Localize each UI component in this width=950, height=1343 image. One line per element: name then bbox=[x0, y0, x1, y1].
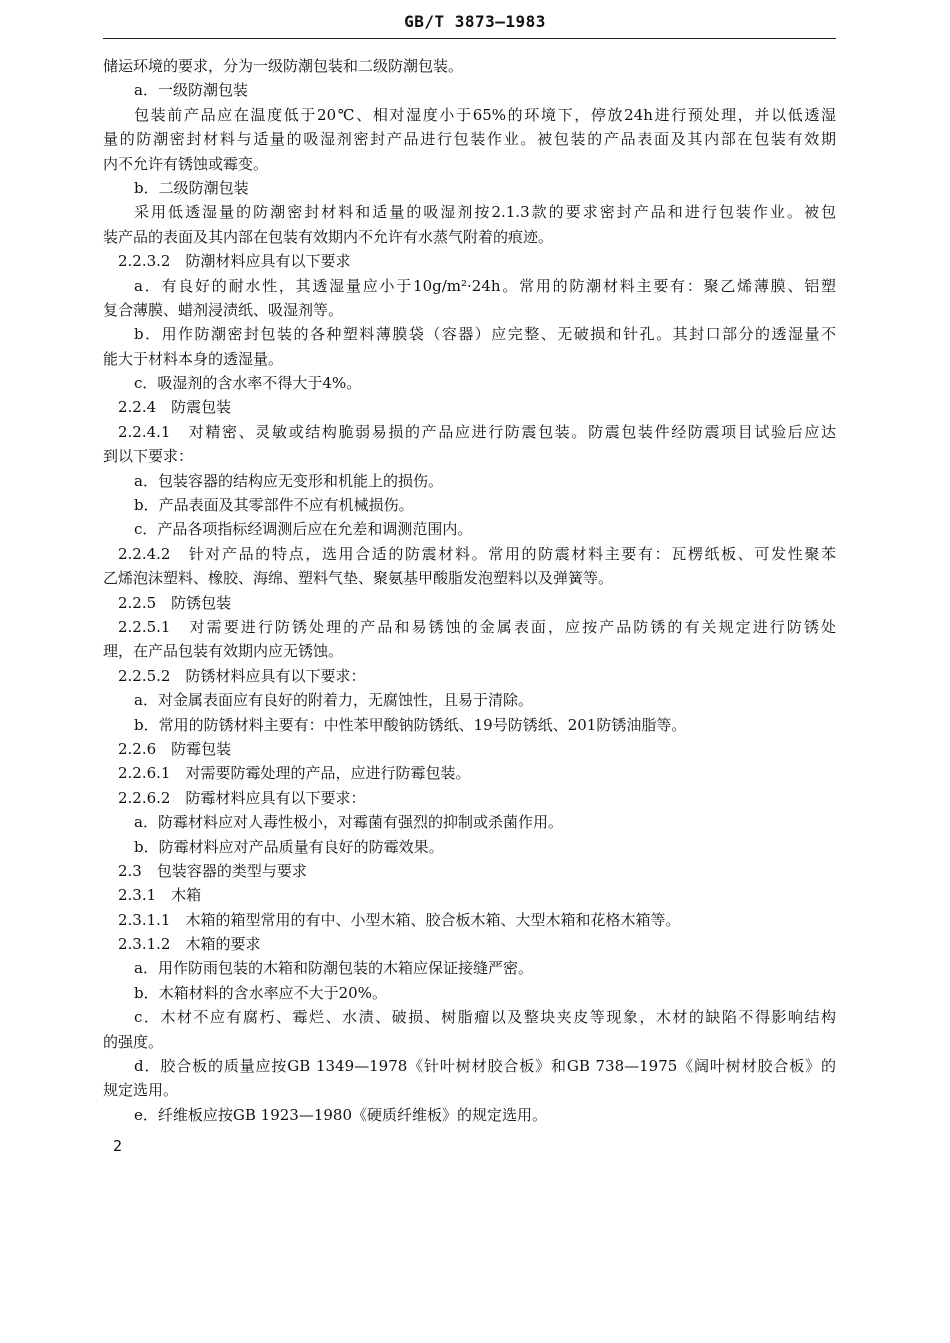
text-line: 2.3.1.2 木箱的要求 bbox=[118, 935, 261, 954]
text-line: 2.3 包装容器的类型与要求 bbox=[118, 861, 307, 880]
text-line: a．包装容器的结构应无变形和机能上的损伤。 bbox=[134, 471, 443, 490]
text-line: c．木材不应有腐朽、霉烂、水渍、破损、树脂瘤以及整块夹皮等现象，木材的缺陷不得影响结构 bbox=[134, 1008, 836, 1027]
text-line: 2.2.4.1 对精密、灵敏或结构脆弱易损的产品应进行防震包装。防震包装件经防震项目试验后应达 bbox=[118, 422, 836, 441]
text-line: a．一级防潮包装 bbox=[134, 81, 248, 100]
text-line: 2.2.5 防锈包装 bbox=[118, 593, 232, 612]
text-line: 包装前产品应在温度低于20℃、相对湿度小于65%的环境下，停放24h进行预处理，并以低透湿 bbox=[134, 105, 836, 124]
text-line: a．用作防雨包装的木箱和防潮包装的木箱应保证接缝严密。 bbox=[134, 959, 533, 978]
text-line: 理，在产品包装有效期内应无锈蚀。 bbox=[103, 642, 344, 661]
text-line: b．常用的防锈材料主要有：中性苯甲酸钠防锈纸、19号防锈纸、201防锈油脂等。 bbox=[134, 715, 687, 734]
text-line: 乙烯泡沫塑料、橡胶、海绵、塑料气垫、聚氨基甲酸脂发泡塑料以及弹簧等。 bbox=[103, 569, 614, 588]
text-line: 2.2.5.1 对需要进行防锈处理的产品和易锈蚀的金属表面，应按产品防锈的有关规定进行防锈处 bbox=[118, 617, 836, 636]
standard-header: GB/T 3873—1983 bbox=[404, 12, 546, 31]
text-line: 2.2.4.2 针对产品的特点，选用合适的防震材料。常用的防震材料主要有：瓦楞纸板、可发性聚苯 bbox=[118, 544, 836, 563]
text-line: b．木箱材料的含水率应不大于20%。 bbox=[134, 983, 387, 1002]
text-line: 2.2.3.2 防潮材料应具有以下要求 bbox=[118, 252, 351, 271]
text-line: a．防霉材料应对人毒性极小，对霉菌有强烈的抑制或杀菌作用。 bbox=[134, 813, 563, 832]
text-line: 装产品的表面及其内部在包装有效期内不允许有水蒸气附着的痕迹。 bbox=[103, 227, 554, 246]
text-line: d．胶合板的质量应按GB 1349—1978《针叶树材胶合板》和GB 738—1975《阔叶树材胶合板》的 bbox=[134, 1057, 836, 1076]
text-line: 量的防潮密封材料与适量的吸湿剂密封产品进行包装作业。被包装的产品表面及其内部在包装有效期 bbox=[103, 130, 836, 149]
text-line: 能大于材料本身的透湿量。 bbox=[103, 349, 284, 368]
text-line: b．产品表面及其零部件不应有机械损伤。 bbox=[134, 496, 414, 515]
text-line: 2.2.6.2 防霉材料应具有以下要求： bbox=[118, 788, 366, 807]
text-line: e．纤维板应按GB 1923—1980《硬质纤维板》的规定选用。 bbox=[134, 1105, 548, 1124]
text-line: 2.2.5.2 防锈材料应具有以下要求： bbox=[118, 666, 366, 685]
text-line: c．吸湿剂的含水率不得大于4%。 bbox=[134, 374, 362, 393]
text-line: 采用低透湿量的防潮密封材料和适量的吸湿剂按2.1.3款的要求密封产品和进行包装作业。被包 bbox=[134, 203, 836, 222]
document-body bbox=[103, 54, 836, 1127]
text-line: 储运环境的要求，分为一级防潮包装和二级防潮包装。 bbox=[103, 57, 464, 75]
text-line: 规定选用。 bbox=[103, 1081, 179, 1100]
text-line: b．二级防潮包装 bbox=[134, 178, 249, 197]
page-number: 2 bbox=[113, 1137, 123, 1155]
text-line: 到以下要求： bbox=[103, 447, 194, 466]
text-line: 2.3.1.1 木箱的箱型常用的有中、小型木箱、胶合板木箱、大型木箱和花格木箱等。 bbox=[118, 910, 681, 929]
text-line: 2.3.1 木箱 bbox=[118, 886, 202, 905]
text-line: b．用作防潮密封包装的各种塑料薄膜袋（容器）应完整、无破损和针孔。其封口部分的透湿量不 bbox=[134, 325, 836, 344]
text-line: 2.2.6.1 对需要防霉处理的产品，应进行防霉包装。 bbox=[118, 764, 471, 783]
text-line: 复合薄膜、蜡剂浸渍纸、吸湿剂等。 bbox=[103, 300, 344, 319]
header-rule bbox=[103, 38, 836, 39]
text-line: a．有良好的耐水性，其透湿量应小于10g/m²·24h。常用的防潮材料主要有：聚乙烯薄膜、铝塑 bbox=[134, 276, 836, 295]
text-line: c．产品各项指标经调测后应在允差和调测范围内。 bbox=[134, 520, 473, 539]
text-line: a．对金属表面应有良好的附着力，无腐蚀性，且易于清除。 bbox=[134, 691, 533, 710]
text-line: b．防霉材料应对产品质量有良好的防霉效果。 bbox=[134, 837, 444, 856]
text-line: 2.2.6 防霉包装 bbox=[118, 739, 232, 758]
text-line: 内不允许有锈蚀或霉变。 bbox=[103, 154, 269, 173]
text-line: 2.2.4 防震包装 bbox=[118, 398, 232, 417]
text-line: 的强度。 bbox=[103, 1032, 164, 1051]
